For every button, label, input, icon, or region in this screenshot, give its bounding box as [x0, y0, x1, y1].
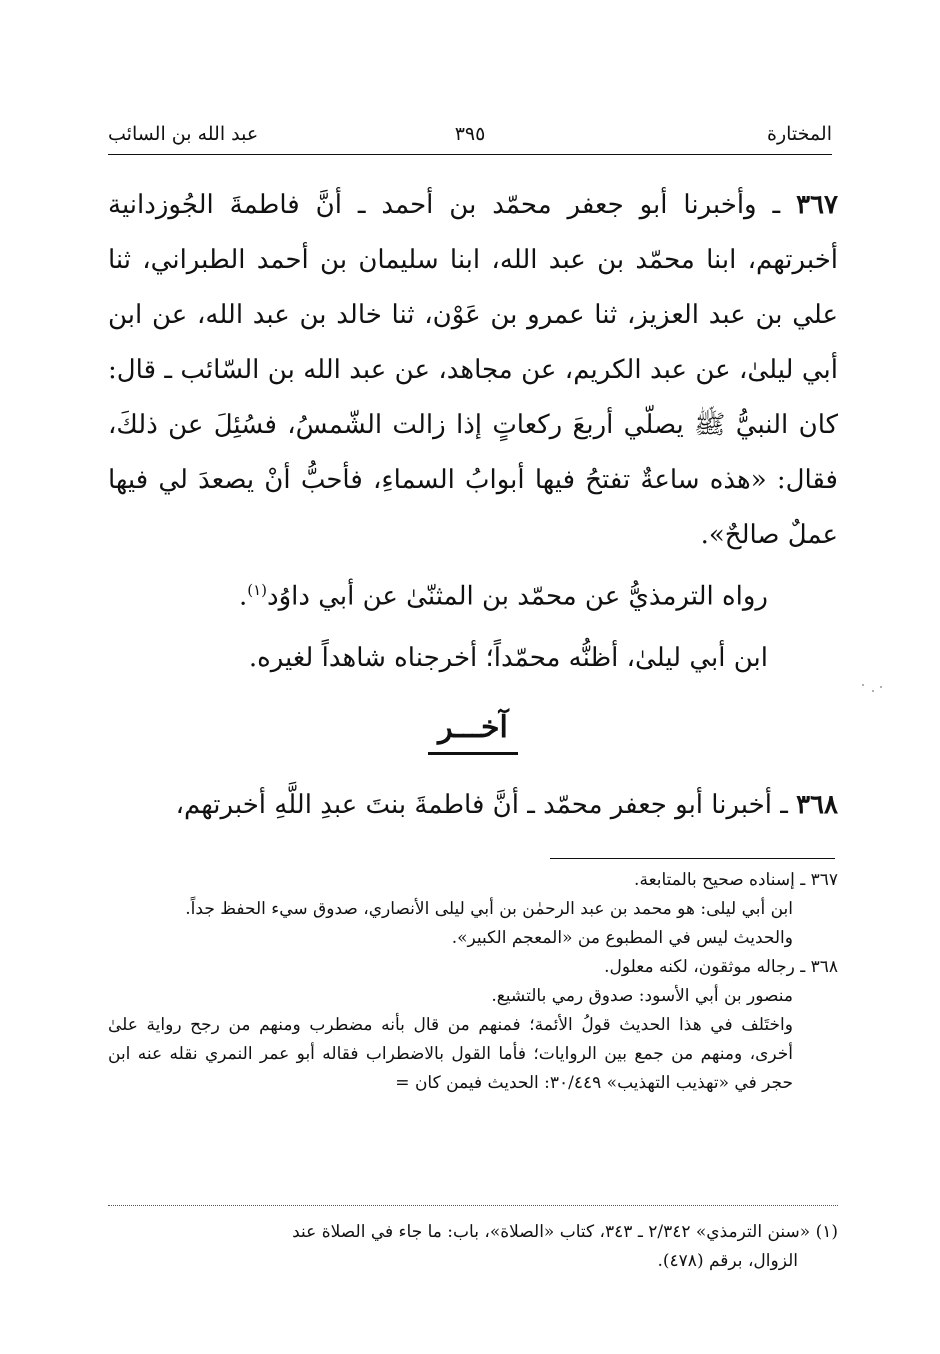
footnotes [108, 1218, 838, 1276]
notes-rule [550, 858, 835, 859]
running-header [108, 120, 832, 150]
note-367-head: ٣٦٧ ـ إسناده صحيح بالمتابعة. [634, 870, 838, 890]
hadith-368 [108, 778, 838, 833]
scan-speck [872, 690, 874, 692]
commentary-notes [108, 866, 838, 1098]
book-title: المختارة [767, 123, 832, 145]
scan-speck [862, 684, 864, 686]
note-368-line2: واختَلف في هذا الحديث قولُ الأئمة؛ فمنهم من قال بأنه مضطرب ومنهم من رجح رواية علىٰ أخرى، ومنهم من جمع بين الروايات؛ فأما القول بالاضطراب فقاله أبو عمر النمري نقله عنه ابن حجر في «تهذيب التهذيب» ٣٠/٤٤٩: الحديث فيمن كان = [108, 1015, 793, 1093]
hadith-number: ٣٦٨ [796, 789, 838, 820]
page-number: ٣٩٥ [454, 123, 486, 145]
hadith-367 [108, 178, 838, 563]
section-title [108, 686, 838, 770]
hadith-number: ٣٦٧ [796, 190, 838, 220]
narration-end: . [238, 581, 248, 612]
narration-line [108, 563, 838, 625]
scan-speck [880, 686, 882, 688]
section-title-text: آخـــر [428, 706, 518, 755]
footnote-1-line1: (١) «سنن الترمذي» ٢/٣٤٢ ـ ٣٤٣، كتاب «الصلاة»، باب: ما جاء في الصلاة عند [292, 1222, 838, 1242]
header-rule [108, 154, 832, 155]
chapter-title: عبد الله بن السائب [108, 123, 259, 145]
note-368-line1: منصور بن أبي الأسود: صدوق رمي بالتشيع. [491, 986, 793, 1006]
hadith-text: ـ أخبرنا أبو جعفر محمّد ـ أنَّ فاطمةَ بنتَ عبدِ اللَّهِ أخبرتهم، [175, 789, 797, 820]
note-367-line1: ابن أبي ليلى: هو محمد بن عبد الرحمٰن بن أبي ليلى الأنصاري، صدوق سيء الحفظ جداً. [185, 899, 793, 919]
ibn-abi-layla-line: ابن أبي ليلىٰ، أظنُّه محمّداً؛ أخرجناه شاهداً لغيره. [248, 642, 768, 673]
footnote-1-line2: الزوال، برقم (٤٧٨). [657, 1251, 798, 1271]
main-text [108, 178, 838, 833]
footnote-separator [108, 1205, 838, 1206]
narration-text: رواه الترمذيُّ عن محمّد بن المثنّىٰ عن أبي داوُد [267, 581, 768, 612]
note-367-line2: والحديث ليس في المطبوع من «المعجم الكبير». [451, 928, 793, 948]
hadith-text: ـ وأخبرنا أبو جعفر محمّد بن أحمد ـ أنَّ فاطمةَ الجُوزدانية أخبرتهم، ابنا محمّد بن عبد الله، ابنا سليمان بن أحمد الطبراني، ثنا علي بن عبد العزيز، ثنا عمرو بن عَوْن، ثنا خالد بن عبد الله، عن ابن أبي ليلىٰ، عن عبد الكريم، عن مجاهد، عن عبد الله بن السّائب ـ قال: كان النبيُّ ﷺ يصلّي أربعَ ركعاتٍ إذا زالت الشّمسُ، فسُئِلَ عن ذلكَ، فقال: «هذه ساعةٌ تفتحُ فيها أبوابُ السماءِ، فأحبُّ أنْ يصعدَ لي فيها عملٌ صالحٌ». [108, 190, 838, 550]
footnote-marker[interactable]: (١) [247, 581, 268, 599]
note-368-head: ٣٦٨ ـ رجاله موثقون، لكنه معلول. [604, 957, 838, 977]
